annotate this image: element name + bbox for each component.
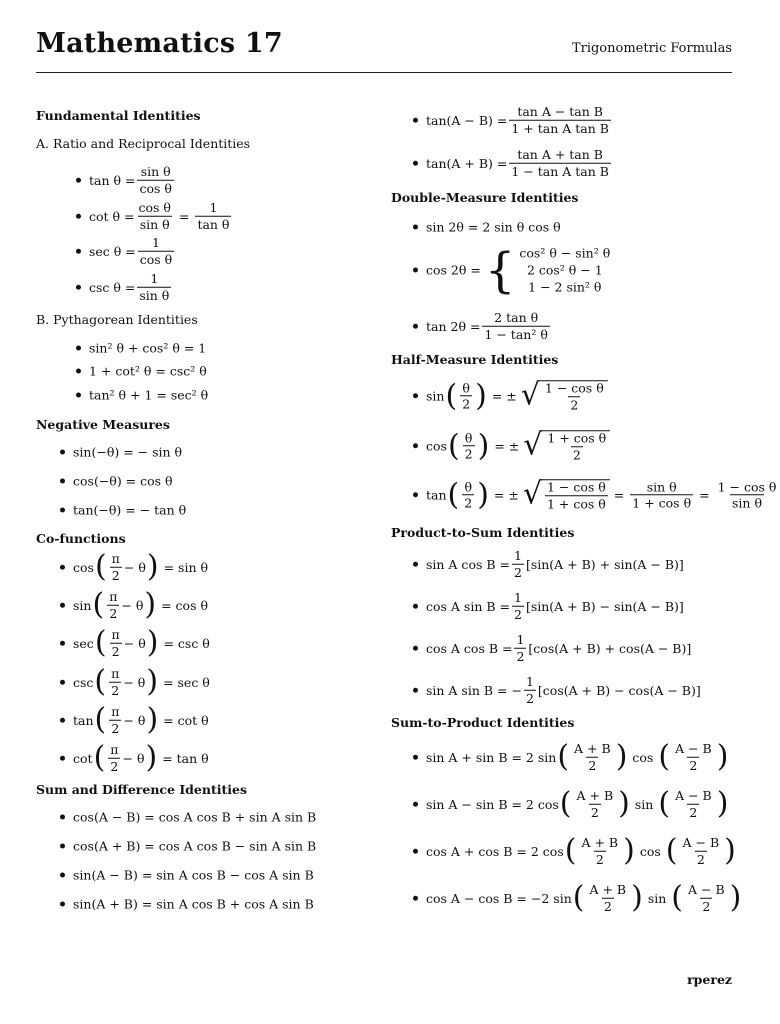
formula-lhs: tan θ =: [89, 172, 136, 188]
section-title-product-to-sum: Product-to-Sum Identities: [391, 525, 575, 540]
bullet-icon: [413, 755, 418, 760]
formula-lhs: csc θ =: [89, 279, 136, 295]
bullet-icon: [60, 902, 65, 907]
formula-cofunction: tan ( $\frac{\pi}{2}$ − θ ) = cot θ: [60, 705, 213, 736]
formula-lhs: cot θ =: [89, 208, 135, 224]
bullet-icon: [76, 393, 81, 398]
bullet-icon: [60, 718, 65, 723]
page-subtitle: Trigonometric Formulas: [571, 41, 732, 56]
formula-csc-reciprocal: [76, 272, 173, 303]
formula-sum-to-product: sin A + sin B = 2 sin ( $\frac{A + B}{2}$ ) cos ( $\frac{A - B}{2}$ ): [413, 742, 729, 773]
bullet-icon: [413, 394, 418, 399]
formula-negative: tan(−θ) = − tan θ: [60, 503, 186, 518]
formula-tan-difference: tan(A − B) = $\frac{\text{tan A − tan B}}{\text{1 + tan A tan B}}$: [413, 105, 613, 136]
bullet-icon: [413, 444, 418, 449]
subsection-title-pythagorean: B. Pythagorean Identities: [36, 312, 198, 327]
bullet-icon: [76, 214, 81, 219]
section-title-double: Double-Measure Identities: [391, 190, 579, 205]
bullet-icon: [76, 369, 81, 374]
formula-lhs: sec θ =: [89, 243, 136, 259]
equals-sign: =: [178, 208, 190, 224]
formula-sin-half: sin ( $\frac{\theta}{2}$ ) = ± √ $\frac{\text{1 − cos θ}}{2}$: [413, 380, 608, 412]
bullet-icon: [60, 479, 65, 484]
formula-cofunction: sin ( $\frac{\pi}{2}$ − θ ) = cos θ: [60, 590, 212, 621]
formula-tan-half: tan ( $\frac{\theta}{2}$ ) = ± √ $\frac{\text{1 − cos θ}}{\text{1 + cos θ}}$ = $\frac{\text{sin θ}}{\text{1 + cos θ}}$ = $\frac{\text{1 − cos θ}}{\text{sin θ}}$: [413, 479, 780, 511]
formula-cofunction: cot ( $\frac{\pi}{2}$ − θ ) = tan θ: [60, 743, 213, 774]
formula-cofunction: sec ( $\frac{\pi}{2}$ − θ ) = csc θ: [60, 628, 214, 659]
bullet-icon: [60, 450, 65, 455]
formula-product-to-sum: cos A sin B = $\frac{1}{2}$ [sin(A + B) − sin(A − B)]: [413, 591, 684, 622]
fraction: $\frac{1}{\text{sin θ}}$: [139, 270, 170, 303]
bullet-icon: [413, 802, 418, 807]
bullet-icon: [413, 646, 418, 651]
formula-sum-difference: sin(A − B) = sin A cos B − cos A sin B: [60, 868, 314, 883]
bullet-icon: [413, 161, 418, 166]
bullet-icon: [76, 178, 81, 183]
formula-pythagorean: tan² θ + 1 = sec² θ: [76, 388, 208, 403]
fraction: $\frac{1}{\text{cos θ}}$: [139, 234, 173, 267]
bullet-icon: [60, 873, 65, 878]
formula-negative: sin(−θ) = − sin θ: [60, 445, 182, 460]
bullet-icon: [60, 815, 65, 820]
formula-cos-double: cos 2θ = { cos² θ − sin² θ 2 cos² θ − 1 1 − 2 sin² θ: [413, 245, 610, 296]
bullet-icon: [413, 688, 418, 693]
bullet-icon: [60, 508, 65, 513]
formula-sum-difference: sin(A + B) = sin A cos B + cos A sin B: [60, 897, 314, 912]
fraction: $\frac{1}{\text{tan θ}}$: [197, 199, 230, 232]
subsection-title-ratio: A. Ratio and Reciprocal Identities: [36, 136, 251, 151]
section-title-negative: Negative Measures: [36, 417, 170, 432]
formula-cofunction: csc ( $\frac{\pi}{2}$ − θ ) = sec θ: [60, 667, 214, 698]
formula-sum-to-product: cos A − cos B = −2 sin ( $\frac{A + B}{2}$ ) sin ( $\frac{A - B}{2}$ ): [413, 883, 742, 914]
formula-product-to-sum: cos A cos B = $\frac{1}{2}$ [cos(A + B) + cos(A − B)]: [413, 633, 691, 664]
author-name: rperez: [687, 972, 732, 987]
bullet-icon: [60, 680, 65, 685]
header-divider: [36, 72, 732, 73]
section-title-fundamental: Fundamental Identities: [36, 108, 201, 123]
bullet-icon: [413, 118, 418, 123]
formula-sum-to-product: sin A − sin B = 2 cos ( $\frac{A + B}{2}$ ) sin ( $\frac{A - B}{2}$ ): [413, 789, 729, 820]
section-title-sum-difference: Sum and Difference Identities: [36, 782, 247, 797]
section-title-sum-to-product: Sum-to-Product Identities: [391, 715, 575, 730]
formula-sin-double: sin 2θ = 2 sin θ cos θ: [413, 220, 561, 235]
formula-tan-sum: tan(A + B) = $\frac{\text{tan A + tan B}}{\text{1 − tan A tan B}}$: [413, 148, 613, 179]
section-title-half: Half-Measure Identities: [391, 352, 559, 367]
formula-cos-half: cos ( $\frac{\theta}{2}$ ) = ± √ $\frac{\text{1 + cos θ}}{2}$: [413, 430, 610, 462]
bullet-icon: [413, 562, 418, 567]
bullet-icon: [413, 225, 418, 230]
section-title-cofunctions: Co-functions: [36, 531, 126, 546]
bullet-icon: [413, 268, 418, 273]
bullet-icon: [413, 604, 418, 609]
bullet-icon: [413, 896, 418, 901]
formula-sum-difference: cos(A − B) = cos A cos B + sin A sin B: [60, 810, 316, 825]
bullet-icon: [76, 249, 81, 254]
bullet-icon: [60, 603, 65, 608]
formula-product-to-sum: sin A cos B = $\frac{1}{2}$ [sin(A + B) + sin(A − B)]: [413, 549, 684, 580]
bullet-icon: [76, 285, 81, 290]
formula-tan-double: tan 2θ = $\frac{\text{2 tan θ}}{\text{1 − tan² θ}}$: [413, 311, 552, 342]
bullet-icon: [60, 565, 65, 570]
bullet-icon: [76, 346, 81, 351]
bullet-icon: [413, 849, 418, 854]
bullet-icon: [60, 844, 65, 849]
formula-sum-difference: cos(A + B) = cos A cos B − sin A sin B: [60, 839, 316, 854]
formula-cot-ratio: [76, 201, 233, 232]
formula-negative: cos(−θ) = cos θ: [60, 474, 173, 489]
formula-tan-ratio: [76, 165, 176, 196]
bullet-icon: [60, 641, 65, 646]
formula-sec-reciprocal: [76, 236, 176, 267]
formula-pythagorean: 1 + cot² θ = csc² θ: [76, 364, 207, 379]
bullet-icon: [413, 493, 418, 498]
formula-sum-to-product: cos A + cos B = 2 cos ( $\frac{A + B}{2}$ ) cos ( $\frac{A - B}{2}$ ): [413, 836, 737, 867]
formula-product-to-sum: sin A sin B = − $\frac{1}{2}$ [cos(A + B) − cos(A − B)]: [413, 675, 701, 706]
bullet-icon: [413, 324, 418, 329]
bullet-icon: [60, 756, 65, 761]
formula-pythagorean: sin² θ + cos² θ = 1: [76, 341, 206, 356]
formula-cofunction: cos ( $\frac{\pi}{2}$ − θ ) = sin θ: [60, 552, 212, 583]
page-title: Mathematics 17: [36, 28, 283, 59]
fraction: $\frac{\text{cos θ}}{\text{sin θ}}$: [138, 199, 171, 232]
fraction: $\frac{\text{sin θ}}{\text{cos θ}}$: [139, 163, 172, 196]
